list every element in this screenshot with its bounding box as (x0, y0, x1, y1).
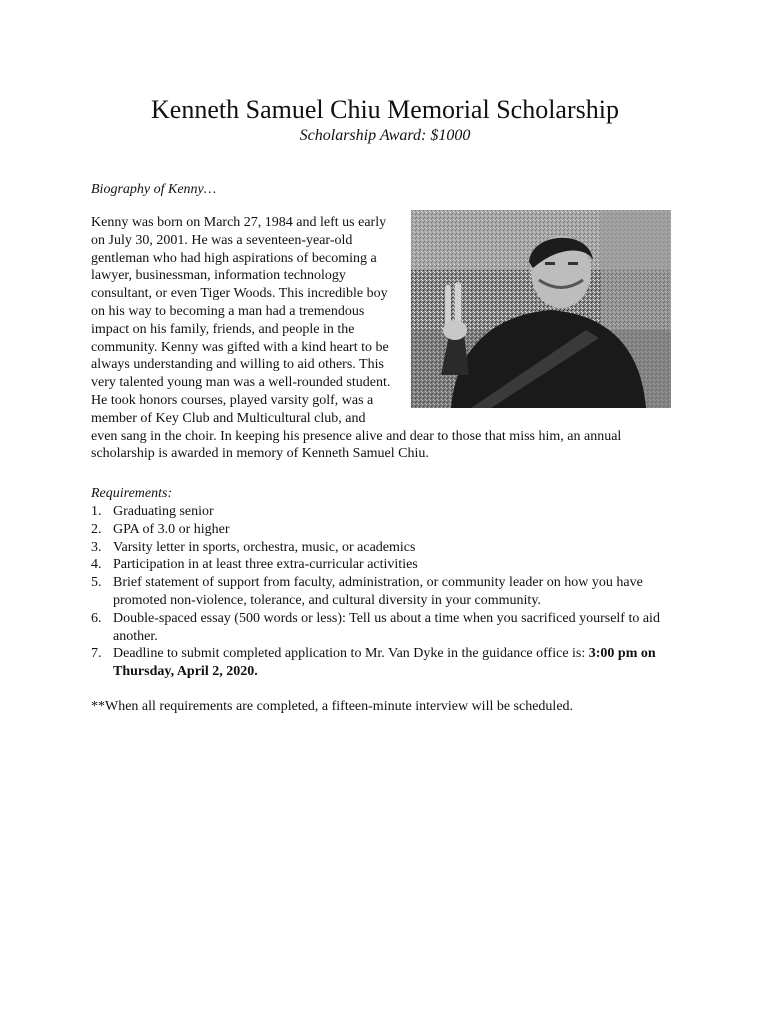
award-subtitle: Scholarship Award: $1000 (299, 127, 471, 144)
item-text: Graduating senior (113, 504, 214, 519)
list-item (91, 539, 671, 557)
list-item (91, 556, 671, 574)
item-text: GPA of 3.0 or higher (113, 521, 230, 537)
item-text: Double-spaced essay (500 words or less): Tell us about a time when you sacrificed yourself to aid another. (113, 610, 660, 644)
item-number: 1. (91, 504, 102, 519)
biography-text: Kenny was born on March 27, 1984 and left us early on July 30, 2001. He was a seventeen-year-old gentleman who had high aspirations of becoming a lawyer, businessman, information technology consultant, or even Tiger Woods. This incredible boy on his way to becoming a man had a tremendous impact on his family, friends, and people in the community. Kenny was gifted with a kind heart to be always understanding and willing to aid others. This very talented young man was a well-rounded student. He took honors courses, played varsity golf, was a member of Key Club and Multicultural club, and even sang in the choir. In keeping his presence alive and dear to those that miss him, an annual scholarship is awarded in memory of Kenneth Samuel Chiu. (91, 215, 622, 462)
item-number: 4. (91, 557, 102, 573)
biography-section (91, 214, 671, 463)
item-text: Varsity letter in sports, orchestra, music, or academics (113, 539, 416, 555)
list-item (91, 574, 671, 610)
item-text: Deadline to submit completed application to Mr. Van Dyke in the guidance office is: (113, 646, 589, 662)
item-number: 2. (91, 521, 102, 537)
requirements-heading: Requirements: (91, 486, 173, 501)
deadline-bold: 3:00 pm on Thursday, April 2, 2020. (113, 646, 656, 680)
list-item (91, 645, 671, 681)
requirements-list (91, 503, 671, 681)
item-number: 6. (91, 610, 102, 626)
page-title: Kenneth Samuel Chiu Memorial Scholarship (151, 95, 619, 124)
item-number: 7. (91, 646, 102, 662)
list-item (91, 610, 671, 646)
list-item (91, 503, 671, 521)
item-text: Participation in at least three extra-curricular activities (113, 557, 418, 573)
item-number: 3. (91, 539, 102, 555)
item-number: 5. (91, 575, 102, 591)
kenny-photo (411, 210, 671, 408)
biography-heading: Biography of Kenny… (91, 182, 217, 197)
list-item (91, 521, 671, 539)
interview-note: **When all requirements are completed, a fifteen-minute interview will be scheduled. (91, 699, 574, 714)
item-text: Brief statement of support from faculty, administration, or community leader on how you have promoted non-violence, tolerance, and cultural diversity in your community. (113, 575, 643, 608)
